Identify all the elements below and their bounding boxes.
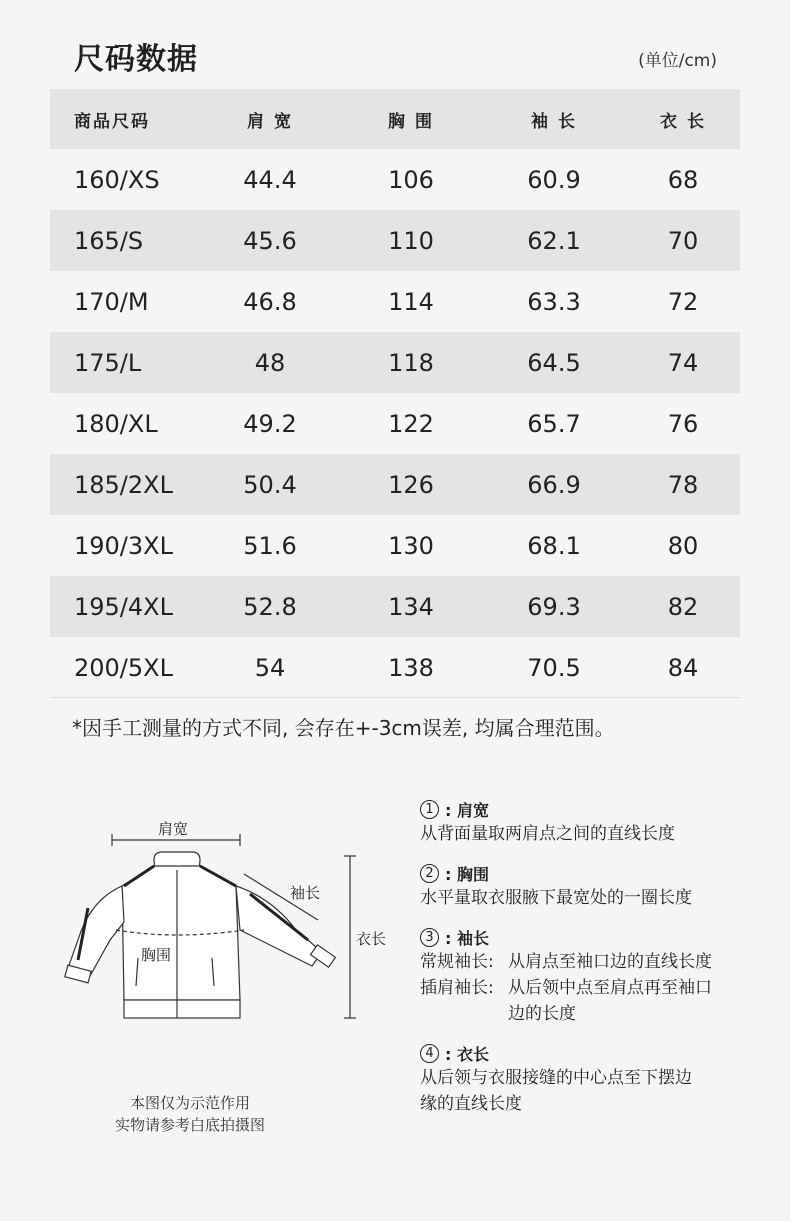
cell-sleeve: 69.3: [527, 592, 581, 621]
cell-size: 195/4XL: [74, 592, 173, 621]
definition-title: : 袖长: [445, 928, 489, 948]
cell-length: 84: [667, 653, 699, 682]
cell-size: 180/XL: [74, 409, 158, 438]
cell-shoulder: 54: [254, 653, 286, 682]
table-row: [50, 576, 740, 637]
cell-sleeve: 68.1: [527, 531, 581, 560]
cell-chest: 126: [388, 470, 434, 499]
definition-title: : 衣长: [445, 1044, 489, 1064]
cell-length: 80: [667, 531, 699, 560]
cell-shoulder: 52.8: [243, 592, 297, 621]
definition-label: 插肩袖长:: [420, 978, 494, 998]
definition-text: 从后领中点至肩点再至袖口: [508, 978, 712, 998]
cell-sleeve: 66.9: [527, 470, 581, 499]
header-size: 商品尺码: [74, 111, 150, 132]
definition-text: 从后领与衣服接缝的中心点至下摆边: [420, 1068, 692, 1088]
cell-shoulder: 46.8: [243, 287, 297, 316]
cell-chest: 138: [388, 653, 434, 682]
label-length: 衣长: [356, 930, 387, 948]
cell-size: 200/5XL: [74, 653, 173, 682]
cell-size: 185/2XL: [74, 470, 173, 499]
cell-length: 74: [667, 348, 699, 377]
definition-text: 从背面量取两肩点之间的直线长度: [420, 824, 675, 844]
header-chest: 胸 围: [388, 111, 434, 132]
table-header-row: [50, 89, 740, 149]
header-shoulder: 肩 宽: [247, 111, 293, 132]
divider: [50, 697, 740, 698]
table-row: [50, 210, 740, 271]
caption-line: 实物请参考白底拍摄图: [114, 1116, 265, 1134]
label-shoulder: 肩宽: [158, 820, 189, 838]
table-row: [50, 515, 740, 576]
cell-sleeve: 64.5: [527, 348, 581, 377]
jacket-illustration: [50, 790, 410, 1050]
definition-label: 常规袖长:: [420, 952, 494, 972]
definition-sleeve: [420, 925, 750, 1027]
cell-length: 78: [667, 470, 699, 499]
cell-shoulder: 44.4: [243, 165, 297, 194]
cell-chest: 122: [388, 409, 434, 438]
table-row: [50, 637, 740, 698]
definition-length: [420, 1041, 750, 1117]
circled-number-icon: 1: [420, 800, 439, 819]
illustration-caption: [90, 1092, 290, 1136]
measurement-definitions: [420, 797, 750, 1131]
cell-chest: 118: [388, 348, 434, 377]
size-table: [50, 89, 740, 698]
definition-text: 水平量取衣服腋下最宽处的一圈长度: [420, 888, 692, 908]
cell-sleeve: 60.9: [527, 165, 581, 194]
cell-sleeve: 62.1: [527, 226, 581, 255]
definition-text: 缘的直线长度: [420, 1094, 522, 1114]
cell-length: 72: [667, 287, 699, 316]
circled-number-icon: 2: [420, 864, 439, 883]
label-sleeve: 袖长: [290, 884, 321, 902]
cell-size: 190/3XL: [74, 531, 173, 560]
cell-length: 68: [667, 165, 699, 194]
cell-size: 165/S: [74, 226, 144, 255]
measurement-note: *因手工测量的方式不同, 会存在+-3cm误差, 均属合理范围。: [72, 716, 615, 740]
cell-shoulder: 51.6: [243, 531, 297, 560]
cell-size: 160/XS: [74, 165, 160, 194]
page-title: 尺码数据: [74, 42, 198, 77]
cell-sleeve: 63.3: [527, 287, 581, 316]
table-row: [50, 271, 740, 332]
cell-size: 170/M: [74, 287, 149, 316]
cell-chest: 130: [388, 531, 434, 560]
definition-text: 边的长度: [508, 1004, 576, 1024]
cell-length: 76: [667, 409, 699, 438]
cell-size: 175/L: [74, 348, 142, 377]
cell-chest: 110: [388, 226, 434, 255]
table-row: [50, 393, 740, 454]
definition-title: : 肩宽: [445, 800, 489, 820]
table-row: [50, 332, 740, 393]
cell-chest: 114: [388, 287, 434, 316]
circled-number-icon: 4: [420, 1044, 439, 1063]
cell-sleeve: 65.7: [527, 409, 581, 438]
table-row: [50, 149, 740, 210]
table-row: [50, 454, 740, 515]
label-chest: 胸围: [141, 946, 172, 964]
definition-chest: [420, 861, 750, 911]
cell-shoulder: 45.6: [243, 226, 297, 255]
cell-length: 70: [667, 226, 699, 255]
jacket-outline-icon: [65, 834, 356, 1018]
header-length: 衣 长: [660, 111, 706, 132]
cell-chest: 106: [388, 165, 434, 194]
definition-shoulder: [420, 797, 750, 847]
definition-title: : 胸围: [445, 864, 489, 884]
cell-chest: 134: [388, 592, 434, 621]
cell-shoulder: 48: [254, 348, 286, 377]
unit-label: (单位/cm): [638, 51, 717, 71]
cell-shoulder: 50.4: [243, 470, 297, 499]
circled-number-icon: 3: [420, 928, 439, 947]
header-sleeve: 袖 长: [531, 111, 577, 132]
definition-text: 从肩点至袖口边的直线长度: [508, 952, 712, 972]
cell-length: 82: [667, 592, 699, 621]
caption-line: 本图仅为示范作用: [129, 1094, 250, 1112]
cell-shoulder: 49.2: [243, 409, 297, 438]
cell-sleeve: 70.5: [527, 653, 581, 682]
